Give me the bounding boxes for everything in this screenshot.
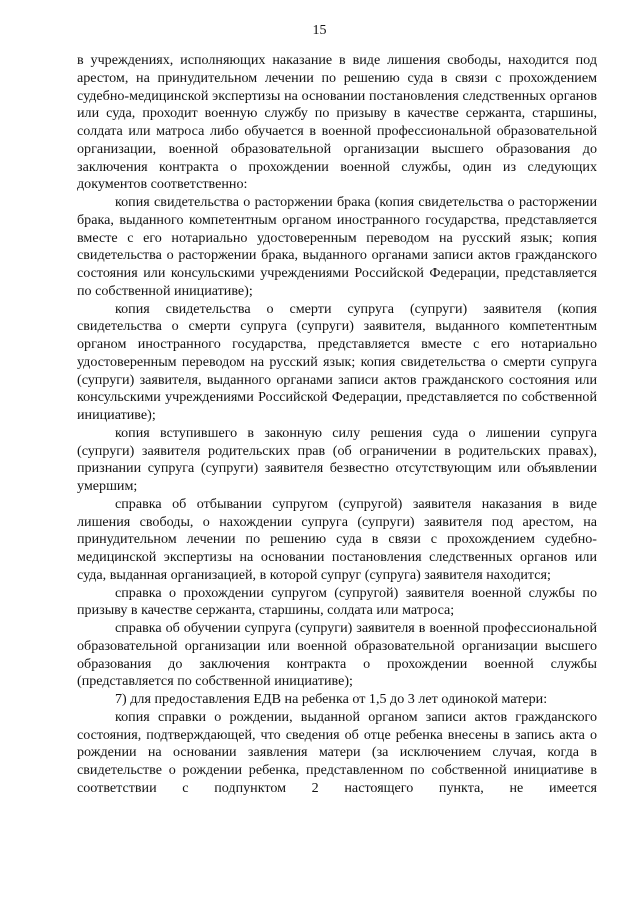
paragraph-death-certificate: копия свидетельства о смерти супруга (супруги) заявителя (копия свидетельства о смерти супруга (супруги) заявителя, выданного компетентным органом иностранного государства, представляется вместе с его нотариально удостоверенным переводом на русский язык; копия свидетельства о смерти супруга (супруги) заявителя, выданного органами записи актов гражданского состояния или консульскими учреждениями Российской Федерации, представляется по собственной инициативе); <box>77 300 597 423</box>
document-body <box>77 52 597 798</box>
paragraph-imprisonment-certificate: справка об отбывании супругом (супругой) заявителя наказания в виде лишения свободы, о нахождении супруга (супруги) заявителя под арестом, на принудительном лечении по решению суда в связи с прохождением судебно-медицинской экспертизы на основании постановления следственных органов или суда, выданная организацией, в которой супруг (супруга) заявителя находится; <box>77 495 597 583</box>
paragraph-military-education-certificate: справка об обучении супруга (супруги) заявителя в военной профессиональной образовательной организации или военной образовательной организации высшего образования до заключения контракта о прохождении военной службы (представляется по собственной инициативе); <box>77 620 597 690</box>
paragraph-divorce-certificate: копия свидетельства о расторжении брака (копия свидетельства о расторжении брака, выданного компетентным органом иностранного государства, представляется вместе с его нотариально удостоверенным переводом на русский язык; копия свидетельства о расторжении брака, выданного органами записи актов гражданского состояния или консульскими учреждениями Российской Федерации, представляется по собственной инициативе); <box>77 194 597 299</box>
paragraph-court-decision: копия вступившего в законную силу решения суда о лишении супруга (супруги) заявителя родительских прав (об ограничении в родительских правах), признании супруга (супруги) заявителя безвестно отсутствующим или объявлении умершим; <box>77 424 597 494</box>
paragraph-military-service-certificate: справка о прохождении супругом (супругой) заявителя военной службы по призыву в качестве сержанта, старшины, солдата или матроса; <box>77 584 597 619</box>
paragraph-item-7-heading: 7) для предоставления ЕДВ на ребенка от 1,5 до 3 лет одинокой матери: <box>115 691 548 707</box>
paragraph-birth-certificate: копия справки о рождении, выданной органом записи актов гражданского состояния, подтверждающей, что сведения об отце ребенка внесены в запись акта о рождении на основании заявления матери (за исключением случая, когда в свидетельстве о рождении ребенка, представленном по собственной инициативе в соответствии с подпунктом 2 настоящего пункта, не имеется <box>77 708 597 796</box>
paragraph-continuation: в учреждениях, исполняющих наказание в виде лишения свободы, находится под арестом, на принудительном лечении по решению суда в связи с прохождением судебно-медицинской экспертизы на основании постановления следственных органов или суда, проходит военную службу по призыву в качестве сержанта, старшины, солдата или матроса либо обучается в военной профессиональной образовательной организации, военной образовательной организации высшего образования до заключения контракта о прохождении военной службы, один из следующих документов соответственно: <box>77 52 597 193</box>
page-number: 15 <box>312 23 327 38</box>
